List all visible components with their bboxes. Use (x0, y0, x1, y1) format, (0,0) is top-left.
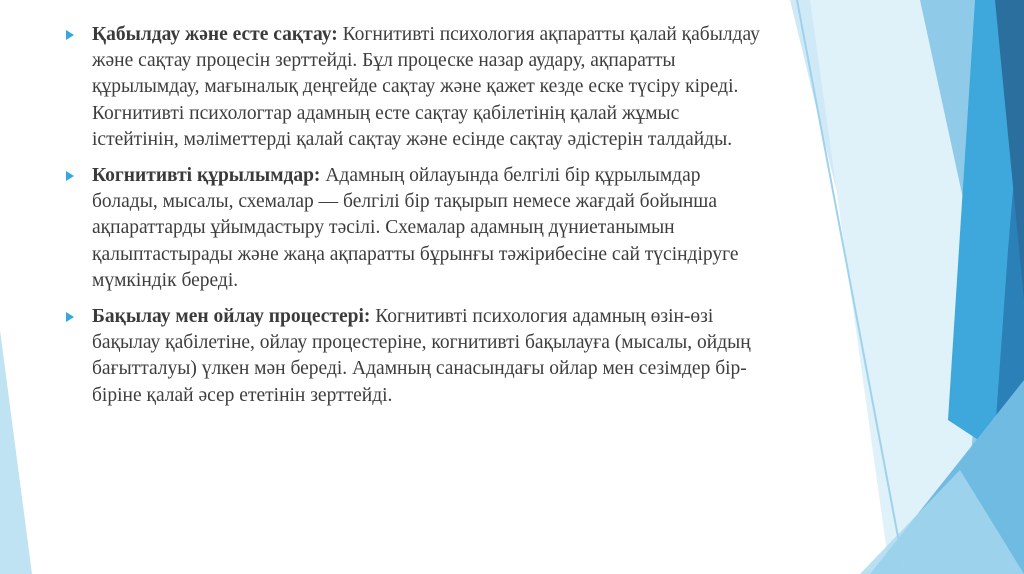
bullet-term: Бақылау мен ойлау процестері: (92, 306, 376, 328)
bullet-item-cognitive-structures (66, 163, 766, 294)
bullet-text: Адамның ойлауында белгілі бір құрылымдар болады, мысалы, схемалар — белгілі бір тақырып немесе жағдай бойынша ақпараттарды ұйымдастыру тәсілі. Схемалар адамның дүниетанымын қалыптастырады және жаңа ақпаратты бұрынғы тәжірибесіне сай түсіндіруге мүмкіндік береді. (92, 165, 739, 291)
bullet-term: Когнитивті құрылымдар: (92, 165, 326, 187)
bullet-text: Когнитивті психология адамның өзін-өзі бақылау қабілетіне, ойлау процестеріне, когнитивті бақылауға (мысалы, ойдың бағытталуы) үлкен мән береді. Адамның санасындағы ойлар мен сезімдер бір-біріне қалай әсер ететінін зерттейді. (92, 306, 751, 406)
bullet-text: Когнитивті психология ақпаратты қалай қабылдау және сақтау процесін зерттейді. Бұл процеске назар аудару, ақпаратты құрылымдау, мағыналық деңгейде сақтау және қажет кезде еске түсіру кіреді. Когнитивті психологтар адамның есте сақтау қабілетінің қалай жұмыс істейтінін, мәліметтерді қалай сақтау және есінде сақтау әдістерін талдайды. (92, 24, 760, 150)
bullet-term: Қабылдау және есте сақтау: (92, 24, 343, 45)
bullet-item-observation-thinking (66, 304, 766, 409)
bullet-item-perception-memory (66, 22, 766, 153)
left-edge-shape (0, 330, 32, 574)
triangle-right-icon (66, 312, 74, 322)
triangle-right-icon (66, 171, 74, 181)
slide-content (66, 22, 766, 419)
triangle-right-icon (66, 30, 74, 40)
